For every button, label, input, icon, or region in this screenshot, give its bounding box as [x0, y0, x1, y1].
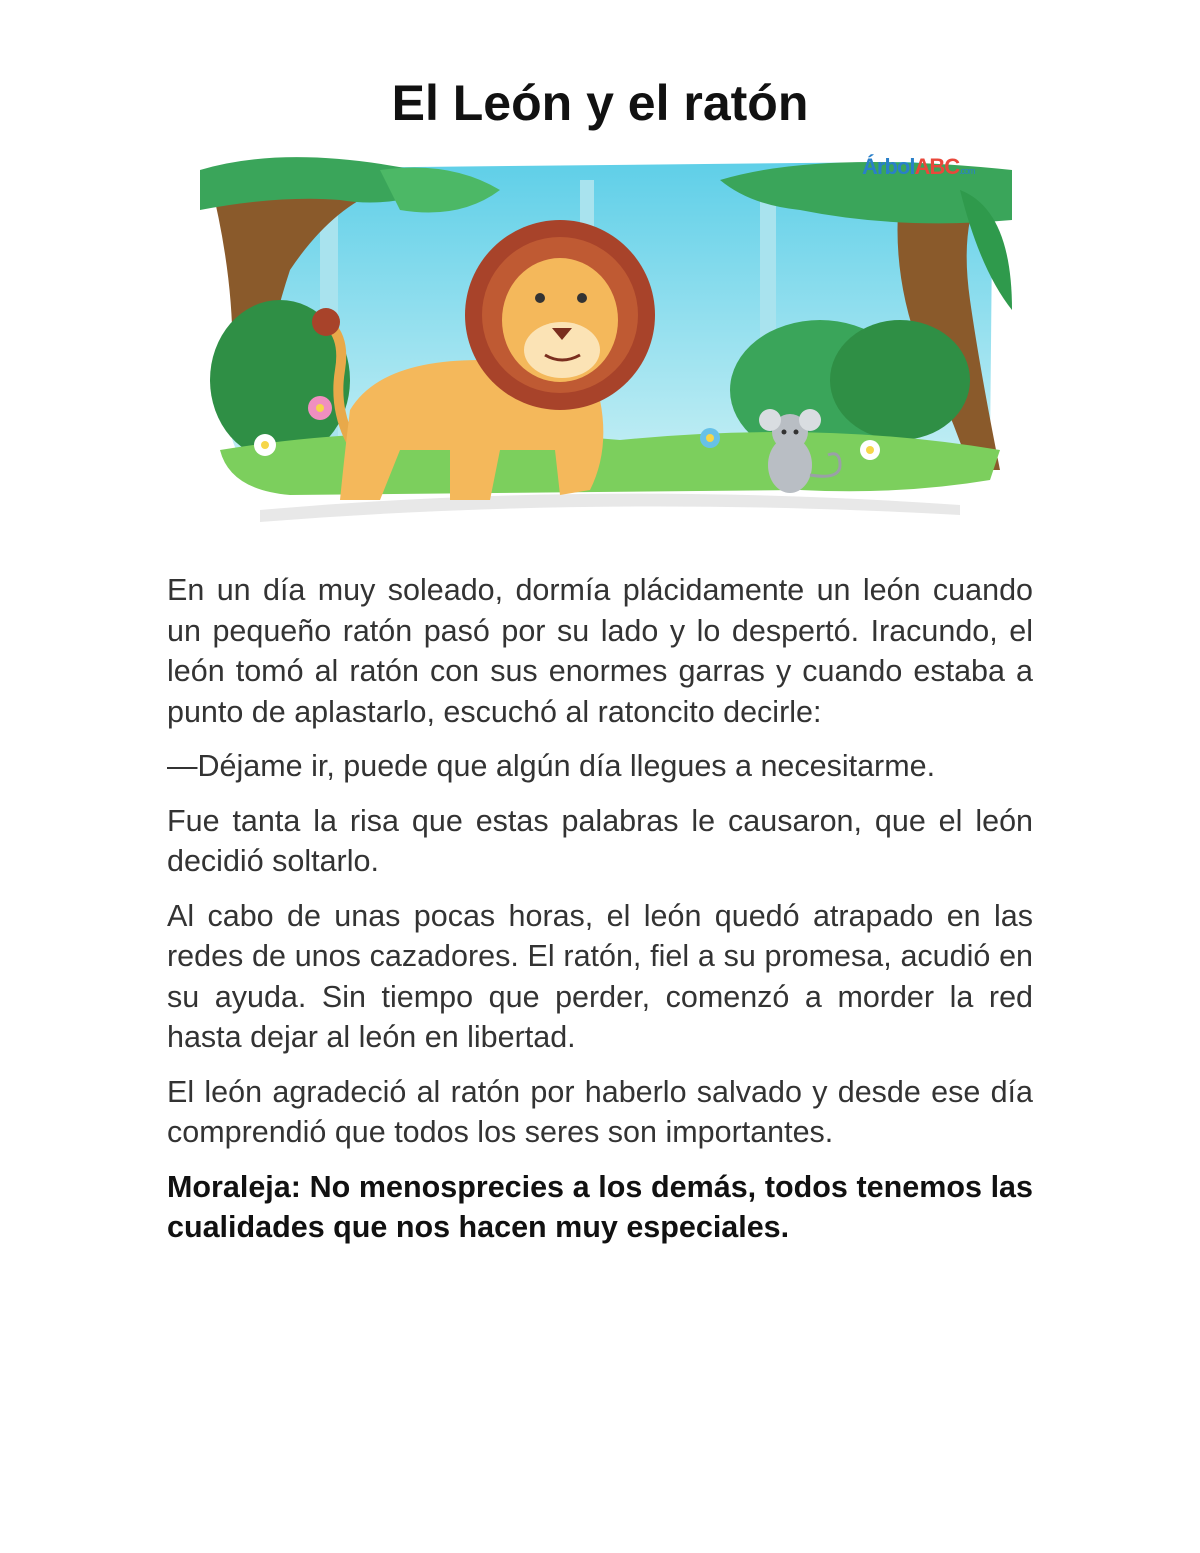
- lion-and-mouse-illustration: [200, 150, 1012, 538]
- jungle-scene-image: [200, 150, 1012, 538]
- story-paragraph-5: El león agradeció al ratón por haberlo salvado y desde ese día comprendió que todos los seres son importantes.: [167, 1074, 1033, 1149]
- story-paragraph-2: —Déjame ir, puede que algún día llegues a necesitarme.: [167, 749, 936, 783]
- story-body: [167, 570, 1033, 1262]
- story-moral: Moraleja: No menosprecies a los demás, todos tenemos las cualidades que nos hacen muy especiales.: [167, 1169, 1033, 1244]
- story-paragraph-1: En un día muy soleado, dormía plácidamente un león cuando un pequeño ratón pasó por su lado y lo despertó. Iracundo, el león tomó al ratón con sus enormes garras y cuando estaba a punto de aplastarlo, escuchó al ratoncito decirle:: [167, 573, 1033, 729]
- arbolabc-logo: ÁrbolABC.com: [862, 154, 975, 179]
- story-paragraph-3: Fue tanta la risa que estas palabras le causaron, que el león decidió soltarlo.: [167, 803, 1033, 878]
- page-title: El León y el ratón: [391, 75, 809, 131]
- story-paragraph-4: Al cabo de unas pocas horas, el león quedó atrapado en las redes de unos cazadores. El ratón, fiel a su promesa, acudió en su ayuda. Sin tiempo que perder, comenzó a morder la red hasta dejar al león en libertad.: [167, 898, 1033, 1054]
